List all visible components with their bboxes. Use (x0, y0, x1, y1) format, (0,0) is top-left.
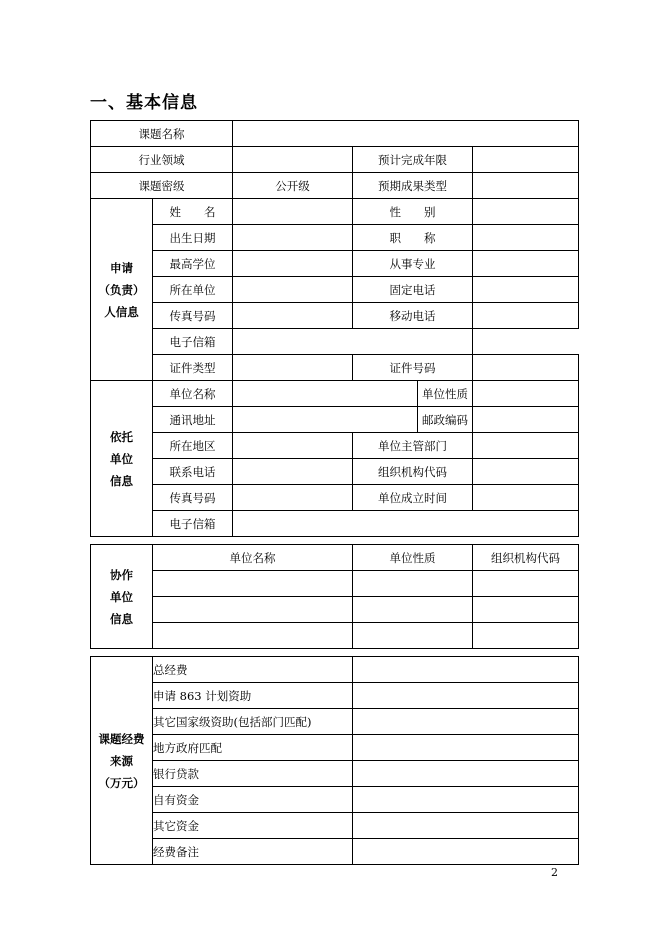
section-label-line: （万元） (98, 775, 145, 790)
table-row (91, 787, 579, 813)
table-row (91, 303, 579, 329)
partner-unit-name-cell[interactable] (153, 623, 353, 649)
field-value-applicant-highest-degree[interactable] (233, 251, 353, 277)
page-number: 2 (551, 866, 558, 879)
field-label-host-unit-region: 所在地区 (153, 433, 233, 459)
field-value-project-name[interactable] (233, 121, 579, 147)
field-label-total-funding: 总经费 (153, 657, 353, 683)
field-label-host-unit-address: 通讯地址 (153, 407, 233, 433)
field-label-host-unit-postcode: 邮政编码 (418, 407, 473, 433)
field-label-expected-result-type: 预期成果类型 (353, 173, 473, 199)
column-header-partner-unit-nature: 单位性质 (353, 545, 473, 571)
table-row (91, 485, 579, 511)
field-value-host-unit-address[interactable] (233, 407, 418, 433)
field-label-applicant-birthdate: 出生日期 (153, 225, 233, 251)
field-value-applicant-birthdate[interactable] (233, 225, 353, 251)
table-row (91, 329, 579, 355)
field-value-industry-field[interactable] (233, 147, 353, 173)
table-row (91, 683, 579, 709)
partner-unit-org-code-cell[interactable] (473, 571, 579, 597)
field-value-applicant-mobile[interactable] (473, 303, 579, 329)
partner-unit-org-code-cell[interactable] (473, 597, 579, 623)
field-label-applicant-name: 姓 名 (153, 199, 233, 225)
field-value-applicant-email[interactable] (233, 329, 473, 355)
field-label-applicant-email: 电子信箱 (153, 329, 233, 355)
table-row (91, 433, 579, 459)
field-label-host-unit-fax: 传真号码 (153, 485, 233, 511)
field-value-host-unit-email[interactable] (233, 511, 579, 537)
column-header-partner-unit-name: 单位名称 (153, 545, 353, 571)
table-row (91, 459, 579, 485)
section-label-line: 申请 (110, 260, 133, 275)
field-label-applicant-id-number: 证件号码 (353, 355, 473, 381)
section-label-line: 协作 (110, 567, 133, 582)
field-label-host-unit-email: 电子信箱 (153, 511, 233, 537)
field-value-expected-result-type[interactable] (473, 173, 579, 199)
table-row (91, 657, 579, 683)
field-value-host-unit-org-code[interactable] (473, 459, 579, 485)
table-row (91, 199, 579, 225)
table-row (91, 355, 579, 381)
field-value-applicant-id-number[interactable] (473, 355, 579, 381)
table-row (91, 511, 579, 537)
field-label-host-unit-nature: 单位性质 (418, 381, 473, 407)
table-row (91, 225, 579, 251)
field-label-applicant-id-type: 证件类型 (153, 355, 233, 381)
page-title: 一、基本信息 (90, 93, 198, 113)
field-value-applicant-id-type[interactable] (233, 355, 353, 381)
field-value-total-funding[interactable] (353, 657, 579, 683)
field-label-host-unit-name: 单位名称 (153, 381, 233, 407)
field-value-own-funds[interactable] (353, 787, 579, 813)
partner-unit-org-code-cell[interactable] (473, 623, 579, 649)
field-value-host-unit-region[interactable] (233, 433, 353, 459)
field-value-applicant-fax[interactable] (233, 303, 353, 329)
field-value-applicant-landline[interactable] (473, 277, 579, 303)
field-label-applicant-gender: 性 别 (353, 199, 473, 225)
field-value-other-funds[interactable] (353, 813, 579, 839)
section-label-line: （负责） (98, 282, 145, 297)
field-value-host-unit-name[interactable] (233, 381, 418, 407)
basic-information-table (90, 120, 579, 865)
table-row (91, 623, 579, 649)
section-label-host-unit-information (91, 381, 153, 537)
field-label-applicant-mobile: 移动电话 (353, 303, 473, 329)
field-value-local-government-match[interactable] (353, 735, 579, 761)
partner-unit-name-cell[interactable] (153, 571, 353, 597)
field-value-expected-completion-years[interactable] (473, 147, 579, 173)
section-label-line: 信息 (110, 611, 133, 626)
field-label-expected-completion-years: 预计完成年限 (353, 147, 473, 173)
field-value-applicant-unit[interactable] (233, 277, 353, 303)
section-label-line: 课题经费 (98, 731, 145, 746)
field-label-funding-remarks: 经费备注 (153, 839, 353, 865)
table-row (91, 735, 579, 761)
field-label-own-funds: 自有资金 (153, 787, 353, 813)
field-label-applicant-unit: 所在单位 (153, 277, 233, 303)
field-label-project-name: 课题名称 (91, 121, 233, 147)
table-row (91, 597, 579, 623)
partner-unit-nature-cell[interactable] (353, 571, 473, 597)
section-label-line: 来源 (110, 753, 133, 768)
section-label-applicant-information (91, 199, 153, 381)
field-label-host-unit-supervising-department: 单位主管部门 (353, 433, 473, 459)
table-row (91, 839, 579, 865)
field-label-applicant-landline: 固定电话 (353, 277, 473, 303)
field-value-863-program-funding[interactable] (353, 683, 579, 709)
table-row (91, 761, 579, 787)
field-label-863-program-funding: 申请 863 计划资助 (153, 683, 353, 709)
field-value-host-unit-nature[interactable] (473, 381, 579, 407)
section-label-line: 单位 (110, 451, 133, 466)
section-label-partner-units-information (91, 545, 153, 649)
field-label-host-unit-phone: 联系电话 (153, 459, 233, 485)
table-row (91, 709, 579, 735)
table-row (91, 407, 579, 433)
section-spacer (91, 649, 579, 657)
field-value-bank-loan[interactable] (353, 761, 579, 787)
field-value-funding-remarks[interactable] (353, 839, 579, 865)
field-label-host-unit-org-code: 组织机构代码 (353, 459, 473, 485)
field-label-applicant-specialty: 从事专业 (353, 251, 473, 277)
section-label-funding-sources (91, 657, 153, 865)
table-row (91, 381, 579, 407)
table-row (91, 251, 579, 277)
section-label-line: 单位 (110, 589, 133, 604)
field-value-applicant-specialty[interactable] (473, 251, 579, 277)
field-value-applicant-title[interactable] (473, 225, 579, 251)
field-label-confidentiality-level: 课题密级 (91, 173, 233, 199)
field-label-applicant-title: 职 称 (353, 225, 473, 251)
table-row (91, 277, 579, 303)
field-value-applicant-gender[interactable] (473, 199, 579, 225)
field-value-host-unit-fax[interactable] (233, 485, 353, 511)
field-label-industry-field: 行业领域 (91, 147, 233, 173)
field-value-host-unit-supervising-department[interactable] (473, 433, 579, 459)
field-value-other-national-funding[interactable] (353, 709, 579, 735)
field-label-host-unit-establish-date: 单位成立时间 (353, 485, 473, 511)
table-row (91, 121, 579, 147)
field-label-bank-loan: 银行贷款 (153, 761, 353, 787)
table-row (91, 147, 579, 173)
field-value-host-unit-postcode[interactable] (473, 407, 579, 433)
table-row (91, 571, 579, 597)
table-row (91, 173, 579, 199)
table-row (91, 813, 579, 839)
field-label-local-government-match: 地方政府匹配 (153, 735, 353, 761)
partner-unit-name-cell[interactable] (153, 597, 353, 623)
field-value-host-unit-phone[interactable] (233, 459, 353, 485)
section-spacer (91, 537, 579, 545)
partner-unit-nature-cell[interactable] (353, 623, 473, 649)
field-label-applicant-highest-degree: 最高学位 (153, 251, 233, 277)
field-label-other-funds: 其它资金 (153, 813, 353, 839)
partner-unit-nature-cell[interactable] (353, 597, 473, 623)
column-header-partner-unit-org-code: 组织机构代码 (473, 545, 579, 571)
field-value-confidentiality-level[interactable]: 公开级 (233, 173, 353, 199)
field-label-applicant-fax: 传真号码 (153, 303, 233, 329)
field-label-other-national-funding: 其它国家级资助(包括部门匹配) (153, 709, 353, 735)
section-label-line: 依托 (110, 429, 133, 444)
section-label-line: 信息 (110, 473, 133, 488)
table-row (91, 545, 579, 571)
field-value-applicant-name[interactable] (233, 199, 353, 225)
field-value-host-unit-establish-date[interactable] (473, 485, 579, 511)
section-label-line: 人信息 (104, 304, 139, 319)
